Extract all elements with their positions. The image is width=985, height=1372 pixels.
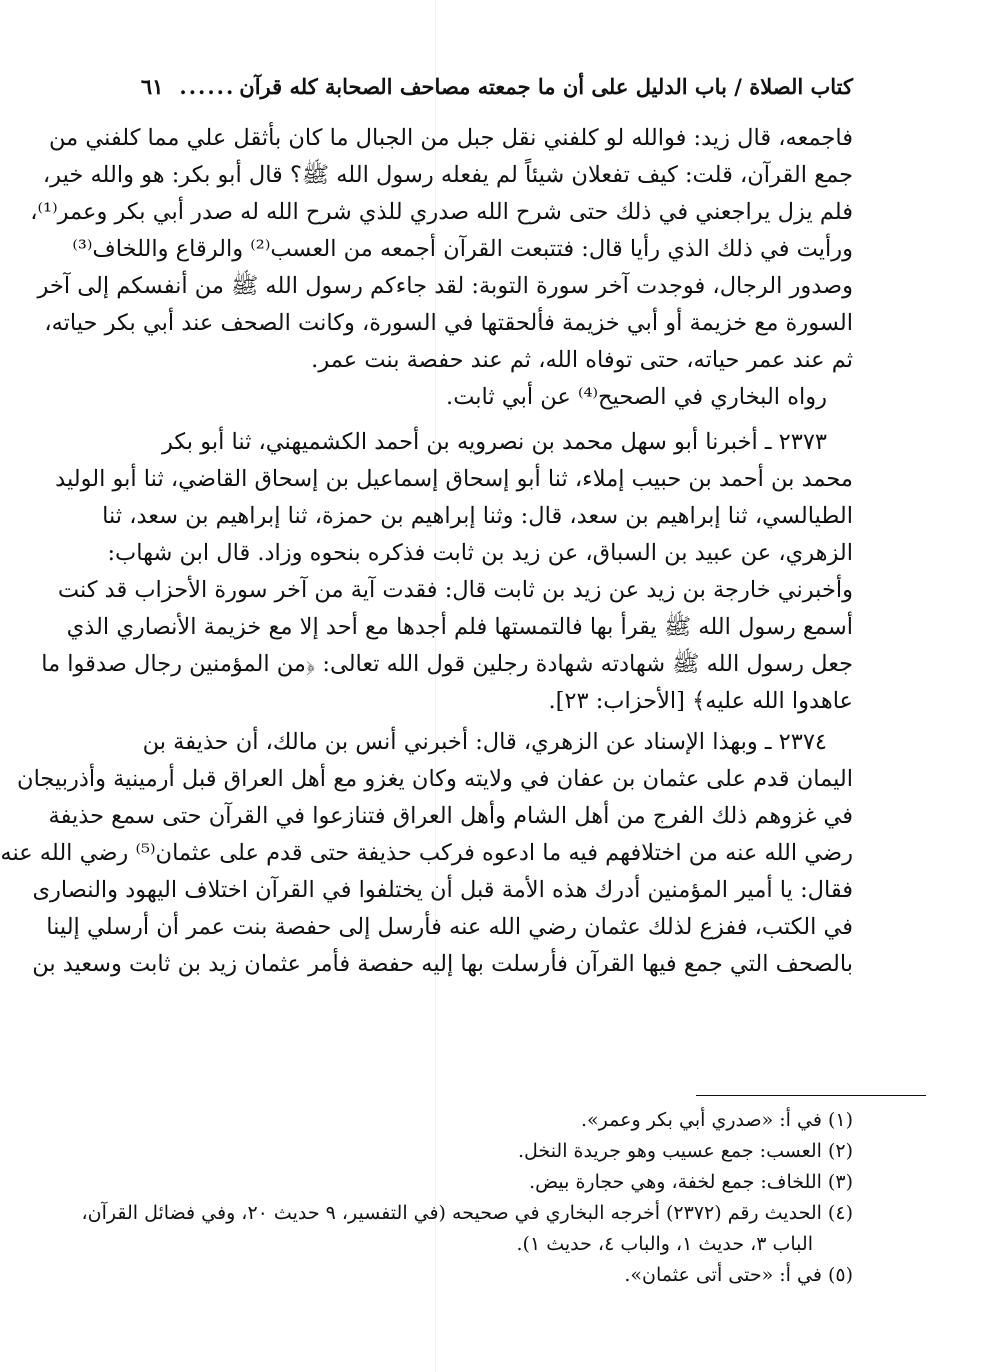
header-title: كتاب الصلاة / باب الدليل على أن ما جمعته مصاحف الصحابة كله قرآن <box>239 73 853 99</box>
footnote-4-continued: الباب ٣، حديث ١، والباب ٤، حديث ١). <box>516 1233 813 1255</box>
text-line: عاهدوا الله عليه﴾ [الأحزاب: ٢٣]. <box>548 688 853 714</box>
text-line: الزهري، عن عبيد بن السباق، عن زيد بن ثابت فذكره بنحوه وزاد. قال ابن شهاب: <box>107 540 853 566</box>
text-line: فلم يزل يراجعني في ذلك حتى شرح الله صدري للذي شرح الله له صدر أبي بكر وعمر⁽¹⁾، <box>30 199 853 225</box>
running-header <box>140 66 853 106</box>
footnote-5: (٥) في أ: «حتى أتى عثمان». <box>624 1264 853 1286</box>
text-line: السورة مع خزيمة أو أبي خزيمة فألحقتها في السورة، وكانت الصحف عند أبي بكر حياته، <box>44 310 853 336</box>
text-line: فقال: يا أمير المؤمنين أدرك هذه الأمة قبل أن يختلفوا في القرآن اختلاف اليهود والنصارى <box>32 877 853 903</box>
footnote-2: (٢) العسب: جمع عسيب وهو جريدة النخل. <box>518 1140 853 1162</box>
text-line: محمد بن أحمد بن حبيب إملاء، ثنا أبو إسحاق إسماعيل بن إسحاق القاضي، ثنا أبو الوليد <box>55 466 853 492</box>
text-line: اليمان قدم على عثمان بن عفان في ولايته وكان يغزو مع أهل العراق قبل أرمينية وأذربيجان <box>17 766 853 792</box>
hadith-2374-start: ٢٣٧٤ ـ وبهذا الإسناد عن الزهري، قال: أخبرني أنس بن مالك، أن حذيفة بن <box>142 729 827 755</box>
text-line: فاجمعه، قال زيد: فوالله لو كلفني نقل جبل من الجبال ما كان بأثقل علي مما كلفني من <box>48 125 853 151</box>
text-line: ثم عند عمر حياته، حتى توفاه الله، ثم عند حفصة بنت عمر. <box>311 347 853 373</box>
text-line: جمع القرآن، قلت: كيف تفعلان شيئاً لم يفعله رسول الله ﷺ؟ قال أبو بكر: هو والله خير، <box>42 162 853 188</box>
text-line: وأخبرني خارجة بن زيد عن زيد بن ثابت قال: فقدت آية من آخر سورة الأحزاب قد كنت <box>57 577 853 603</box>
text-line: رواه البخاري في الصحيح⁽⁴⁾ عن أبي ثابت. <box>446 384 827 410</box>
page-number: ٦١ <box>140 73 164 99</box>
text-line: رضي الله عنه من اختلافهم فيه ما ادعوه فركب حذيفة حتى قدم على عثمان⁽⁵⁾ رضي الله عنه <box>0 840 853 866</box>
footnote-1: (١) في أ: «صدري أبي بكر وعمر». <box>581 1109 853 1131</box>
text-line: في الكتب، ففزع لذلك عثمان رضي الله عنه فأرسل إلى حفصة بنت عمر أن أرسلي إلينا <box>46 914 853 940</box>
footnote-separator <box>696 1095 926 1096</box>
main-text <box>0 120 853 983</box>
footnote-4: (٤) الحديث رقم (٢٣٧٢) أخرجه البخاري في صحيحه (في التفسير، ٩ حديث ٢٠، وفي فضائل القرآن، <box>81 1202 853 1224</box>
footnotes <box>81 1105 853 1291</box>
text-line: بالصحف التي جمع فيها القرآن فأرسلت بها إليه حفصة فأمر عثمان زيد بن ثابت وسعيد بن <box>32 951 853 977</box>
text-line: في غزوهم ذلك الفرج من أهل الشام وأهل العراق فتنازعوا في القرآن حتى سمع حذيفة <box>48 803 853 829</box>
text-line: وصدور الرجال، فوجدت آخر سورة التوبة: لقد جاءكم رسول الله ﷺ من أنفسكم إلى آخر <box>37 273 853 299</box>
text-line: ورأيت في ذلك الذي رأيا قال: فتتبعت القرآن أجمعه من العسب⁽²⁾ والرقاع واللخاف⁽³⁾ <box>72 236 853 262</box>
footnote-3: (٣) اللخاف: جمع لخفة، وهي حجارة بيض. <box>529 1171 853 1193</box>
text-line: الطيالسي، ثنا إبراهيم بن سعد، قال: وثنا إبراهيم بن حمزة، ثنا إبراهيم بن سعد، ثنا <box>102 503 853 529</box>
text-line: جعل رسول الله ﷺ شهادته شهادة رجلين قول الله تعالى: ﴿من المؤمنين رجال صدقوا ما <box>41 651 853 677</box>
text-line: أسمع رسول الله ﷺ يقرأ بها فالتمستها فلم أجدها مع أحد إلا مع خزيمة الأنصاري الذي <box>66 614 853 640</box>
header-dots: ...... <box>179 73 236 99</box>
hadith-2373-start: ٢٣٧٣ ـ أخبرنا أبو سهل محمد بن نصرويه بن أحمد الكشميهني، ثنا أبو بكر <box>161 429 827 455</box>
